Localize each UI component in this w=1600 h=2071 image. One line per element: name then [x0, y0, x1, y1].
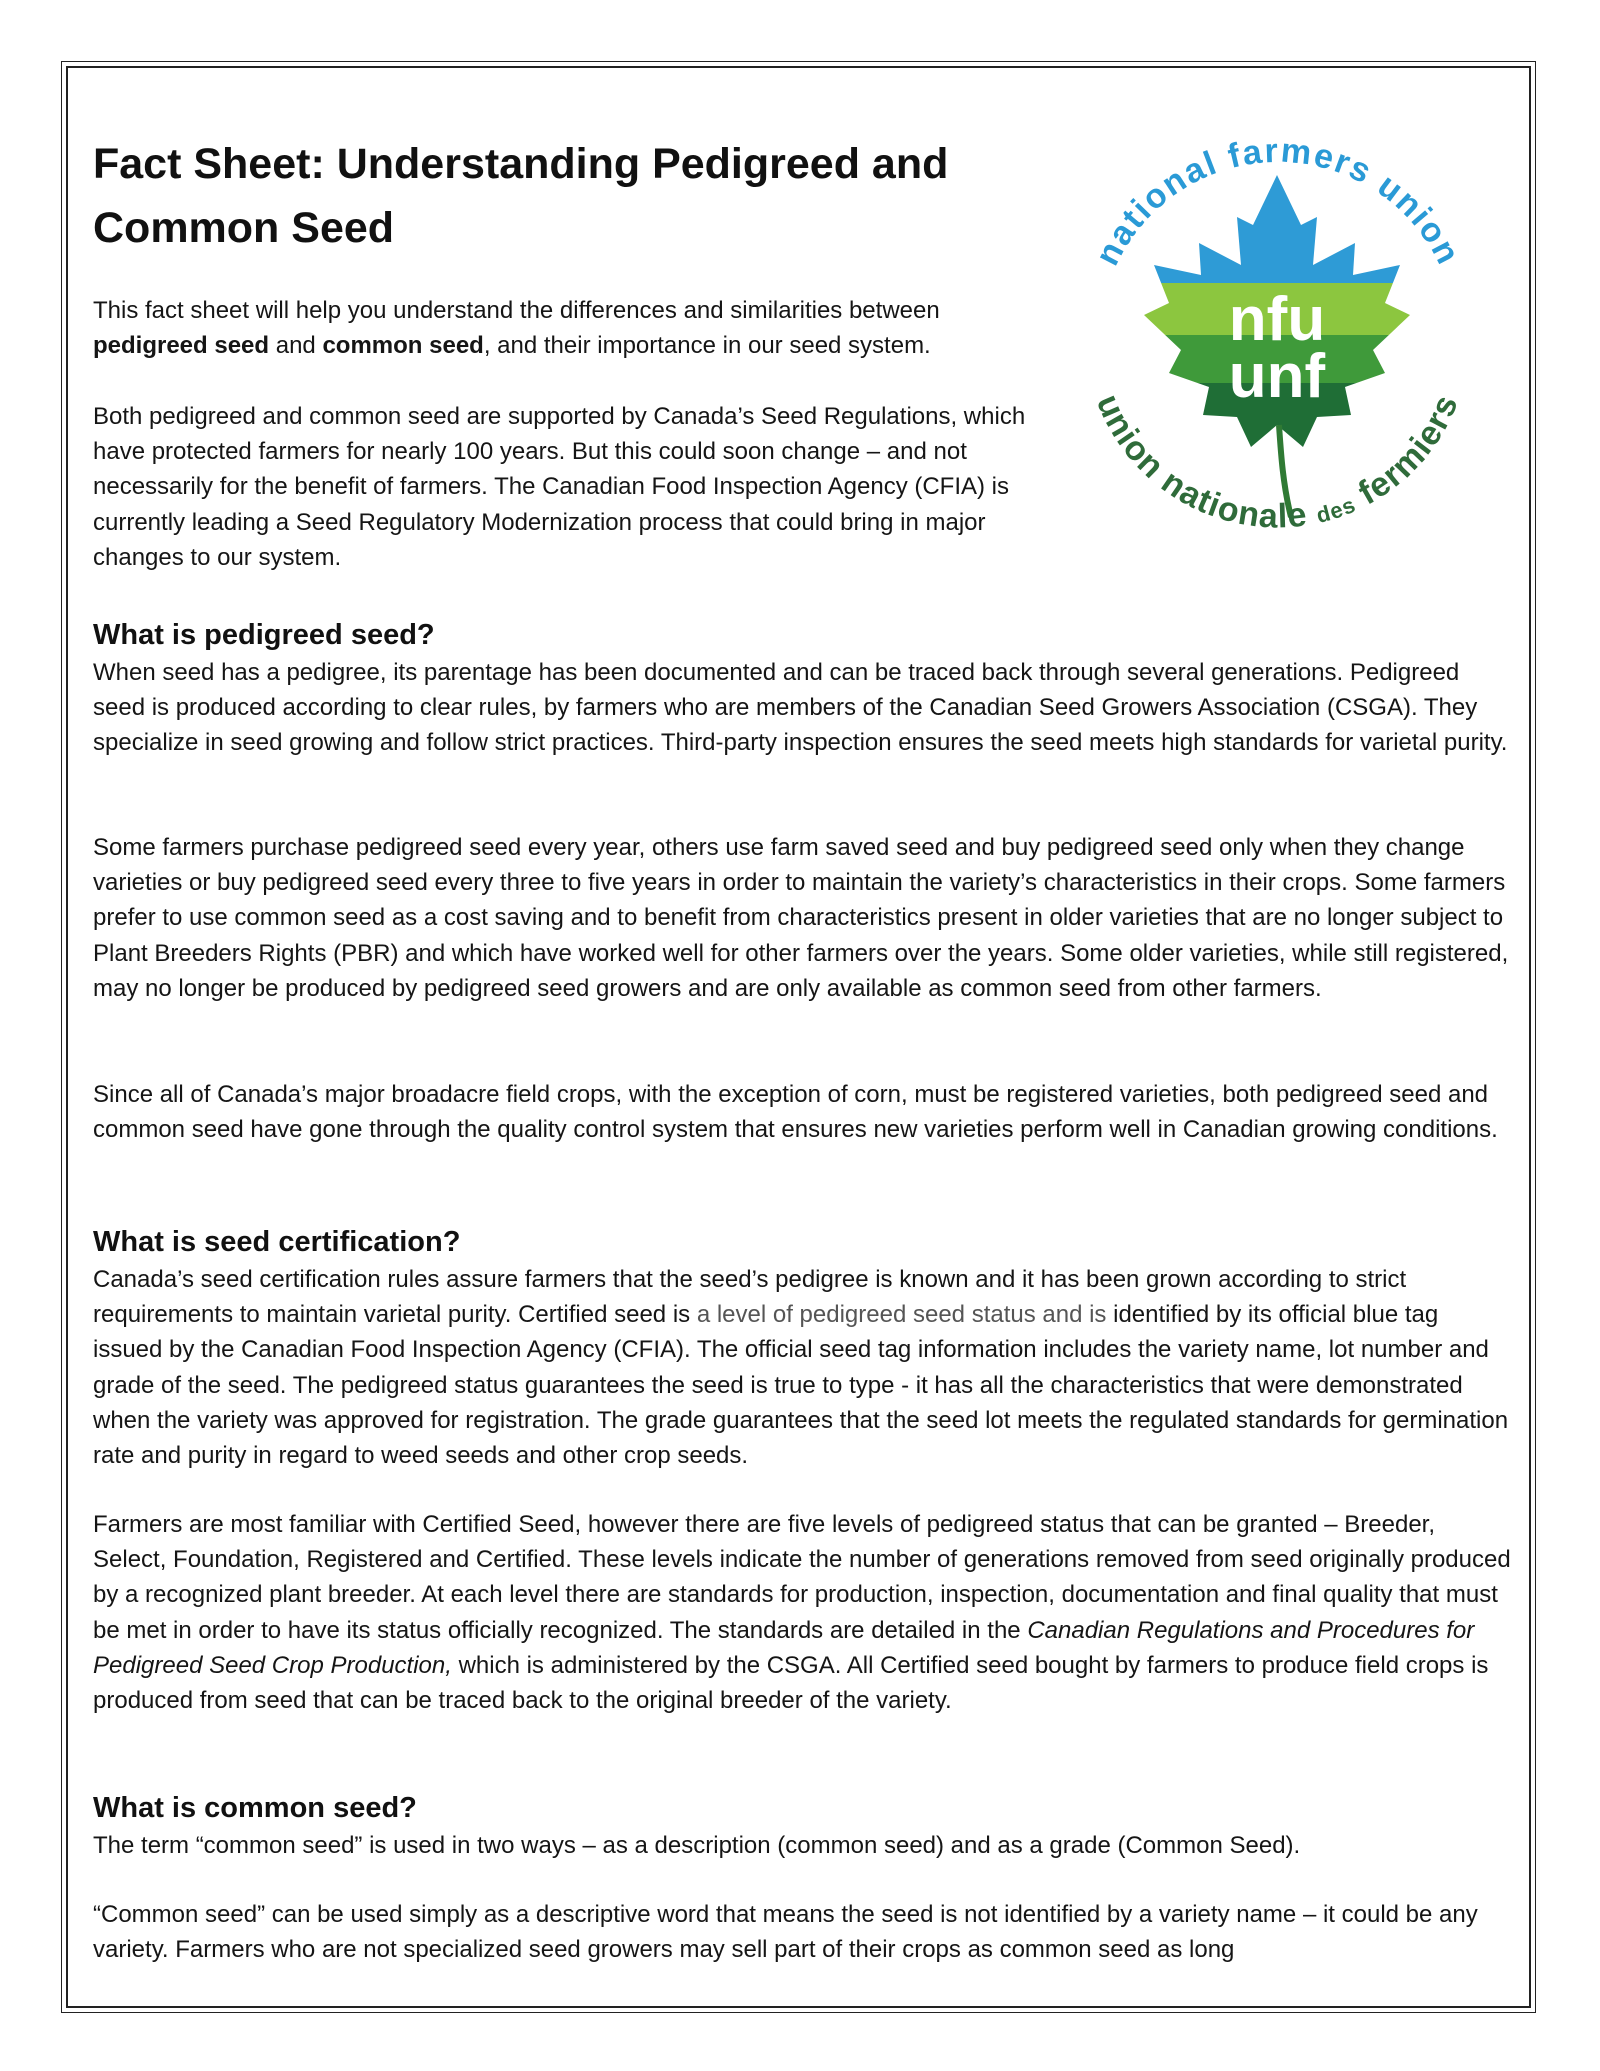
logo-bottom-end: fermiers [1352, 389, 1467, 513]
section-pedigreed-seed [93, 615, 1513, 761]
intro-paragraph-2: Both pedigreed and common seed are supported by Canada’s Seed Regulations, which have protected farmers for nearly 100 years. But this could soon change – and not necessarily for the benefit of farmers. The Canadian Food Inspection Agency (CFIA) is currently leading a Seed Regulatory Modernization process that could bring in major changes to our system. [93, 403, 1026, 571]
pedigreed-paragraph-2-block [93, 830, 1513, 1006]
bold-common-seed: common seed [322, 332, 484, 360]
pedigreed-paragraph-3: Since all of Canada’s major broadacre field crops, with the exception of corn, must be registered varieties, both pedigreed seed and common seed have gone through the quality control system that ensures new varieties perform well in Canadian growing conditions. [93, 1081, 1498, 1144]
intro-paragraph-1-block [93, 293, 1513, 363]
certification-paragraph-1: Canada’s seed certification rules assure farmers that the seed’s pedigree is known and it has been grown according to strict requirements to maintain varietal purity. Certified seed is a level of pedigreed seed status and is identified by its official blue tag issued by the Canadian Food Inspection Agency (CFIA). The official seed tag information includes the variety name, lot number and grade of the seed. The pedigreed status guarantees the seed is true to type - it has all the characteristics that were demonstrated when the variety was approved for registration. The grade guarantees that the seed lot meets the regulated standards for germination rate and purity in regard to weed seeds and other crop seeds. [93, 1266, 1509, 1470]
heading-pedigreed-seed: What is pedigreed seed? [93, 619, 435, 651]
pedigreed-paragraph-1: When seed has a pedigree, its parentage has been documented and can be traced back through several generations. Pedigreed seed is produced according to clear rules, by farmers who are members of the Canadian Seed Growers Association (CSGA). They specialize in seed growing and follow strict practices. Third-party inspection ensures the seed meets high standards for varietal purity. [93, 659, 1508, 757]
logo-mono-bottom: unf [1228, 342, 1326, 411]
pedigreed-paragraph-3-block [93, 1077, 1513, 1147]
common-paragraph-2-block [93, 1897, 1513, 1967]
common-paragraph-1: The term “common seed” is used in two ways – as a description (common seed) and as a grade (Common Seed). [93, 1832, 1301, 1859]
certification-paragraph-2: Farmers are most familiar with Certified Seed, however there are five levels of pedigreed status that can be granted – Breeder, Select, Foundation, Registered and Certified. These levels indicate the number of generations removed from seed originally produced by a recognized plant breeder. At each level there are standards for production, inspection, documentation and final quality that must be met in order to have its status officially recognized. The standards are detailed in the Canadian Regulations and Procedures for Pedigreed Seed Crop Production, which is administered by the CSGA. All Certified seed bought by farmers to produce field crops is produced from seed that can be traced back to the original breeder of the variety. [93, 1511, 1511, 1715]
certification-paragraph-2-block [93, 1507, 1513, 1718]
page-title: Fact Sheet: Understanding Pedigreed and Common Seed [93, 140, 949, 252]
section-seed-certification [93, 1222, 1513, 1473]
heading-seed-certification: What is seed certification? [93, 1226, 461, 1258]
italic-regulations-title: Canadian Regulations and Procedures for Pedigreed Seed Crop Production, [93, 1616, 1475, 1679]
logo-mono-top: nfu [1228, 285, 1326, 354]
heading-common-seed: What is common seed? [93, 1792, 417, 1824]
section-common-seed [93, 1788, 1513, 1863]
logo-top-text: national farmers union [1088, 131, 1468, 272]
muted-phrase: a level of pedigreed seed status and is [696, 1301, 1107, 1329]
intro-paragraph-1: This fact sheet will help you understand the differences and similarities between pedigreed seed and common seed, and their importance in our seed system. [93, 297, 940, 360]
common-paragraph-2: “Common seed” can be used simply as a descriptive word that means the seed is not identified by a variety name – it could be any variety. Farmers who are not specialized seed growers may sell part of their crops as common seed as long [93, 1901, 1478, 1964]
logo-bottom-des: des [1313, 491, 1360, 528]
bold-pedigreed-seed: pedigreed seed [93, 332, 270, 360]
logo-bottom-main: union nationale [1088, 388, 1310, 536]
intro-paragraph-2-block [93, 399, 1513, 575]
pedigreed-paragraph-2: Some farmers purchase pedigreed seed every year, others use farm saved seed and buy pedigreed seed only when they change varieties or buy pedigreed seed every three to five years in order to maintain the variety’s characteristics in their crops. Some farmers prefer to use common seed as a cost saving and to benefit from characteristics present in older varieties that are no longer subject to Plant Breeders Rights (PBR) and which have worked well for other farmers over the years. Some older varieties, while still registered, may no longer be produced by pedigreed seed growers and are only available as common seed from other farmers. [93, 834, 1509, 1002]
